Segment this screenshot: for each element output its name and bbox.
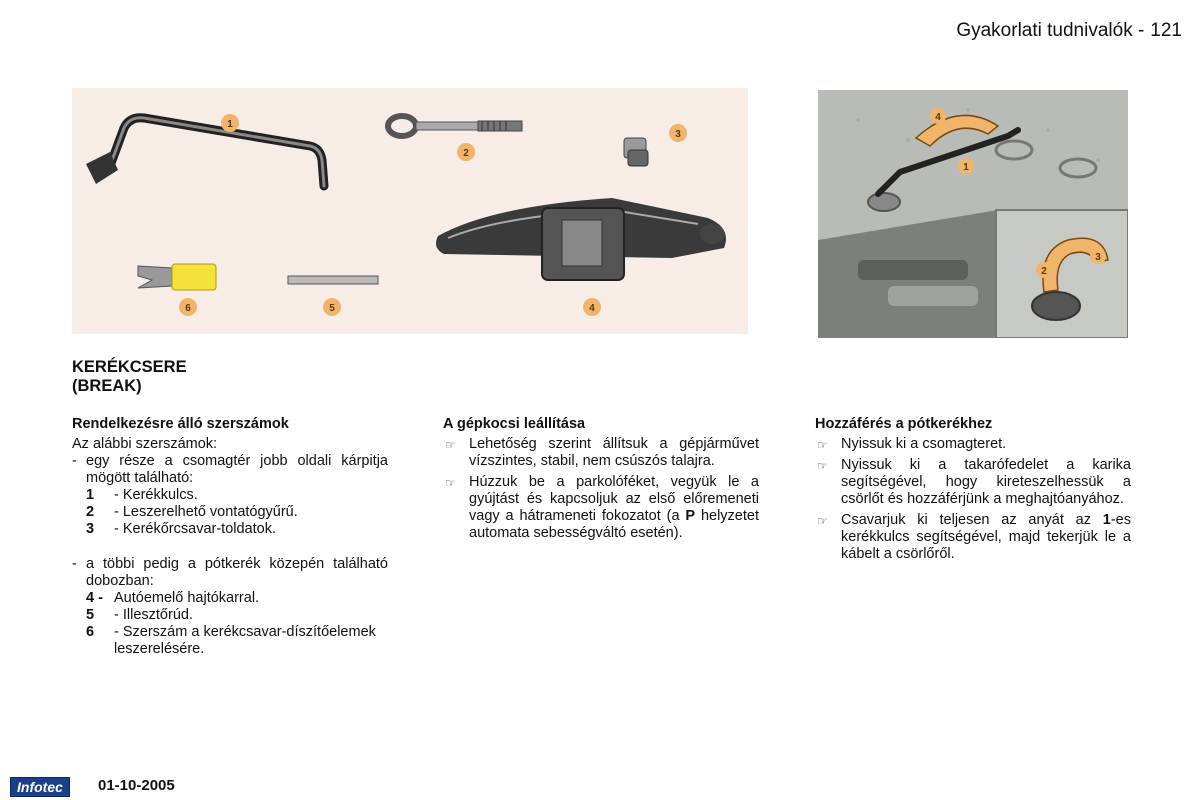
- tools-group-1-list: [72, 487, 388, 538]
- tool-item: 3 - Kerékőrcsavar-toldatok.: [86, 521, 276, 537]
- tools-group-1: [72, 453, 388, 487]
- jack-drawing: [436, 198, 726, 280]
- trunk-callout-4-label: 4: [935, 112, 941, 123]
- pointing-hand-icon: ☞: [445, 476, 456, 490]
- tool-item: 2 - Leszerelhető vontatógyűrű.: [86, 504, 298, 520]
- pointing-hand-icon: ☞: [817, 459, 828, 473]
- callout-2: [457, 143, 475, 161]
- tools-column: [72, 416, 388, 658]
- pointing-hand-icon: ☞: [817, 514, 828, 528]
- parking-bullet-2: ☞ Húzzuk be a parkolóféket, vegyük le a gyújtást és kapcsoljuk az első előremeneti vagy a hátrameneti fokozatot (a P helyzetet automata sebességváltó esetén).: [445, 474, 759, 541]
- trunk-callout-3-label: 3: [1095, 252, 1101, 263]
- callout-1-label: 1: [227, 119, 233, 130]
- trunk-callout-2-label: 2: [1041, 266, 1047, 277]
- bolt-extension-drawing: [624, 138, 648, 166]
- tools-heading: Rendelkezésre álló szerszámok: [72, 416, 289, 432]
- tool-item: 4 - Autóemelő hajtókarral.: [86, 590, 260, 606]
- trunk-callout-3: [1090, 248, 1106, 264]
- spare-bullet-2: ☞ Nyissuk ki a takarófedelet a karika segítségével, hogy kireteszelhessük a csörlőt és hozzáférjünk a meghajtóanyához.: [817, 457, 1131, 507]
- tools-drawing: [72, 88, 748, 334]
- callout-6-label: 6: [185, 303, 191, 314]
- dash-marker: -: [72, 453, 77, 469]
- trunk-callout-1-label: 1: [963, 162, 969, 173]
- spare-access-column: [815, 416, 1131, 567]
- callout-5-label: 5: [329, 303, 335, 314]
- trunk-drawing: [818, 90, 1128, 338]
- alignment-rod-drawing: [288, 276, 378, 284]
- callout-5: [323, 298, 341, 316]
- callout-6: [179, 298, 197, 316]
- spare-bullet-1: ☞ Nyissuk ki a csomagteret.: [817, 436, 1007, 452]
- infotec-logo: Infotec: [10, 777, 70, 797]
- page-number: 121: [1150, 20, 1182, 41]
- tools-intro: Az alábbi szerszámok:: [72, 436, 218, 452]
- callout-3-label: 3: [675, 129, 681, 140]
- spare-access-heading: Hozzáférés a pótkerékhez: [815, 416, 993, 432]
- page-header: [956, 20, 1182, 42]
- parking-heading: A gépkocsi leállítása: [443, 416, 586, 432]
- trunk-illustration: [818, 90, 1128, 338]
- section-title-line1: KERÉKCSERE: [72, 358, 187, 376]
- pointing-hand-icon: ☞: [445, 438, 456, 452]
- callout-2-label: 2: [463, 148, 469, 159]
- parking-column: [443, 416, 759, 546]
- trunk-callout-4: [930, 108, 946, 124]
- towing-eye-drawing: [388, 116, 522, 136]
- section-title: [72, 358, 187, 396]
- trunk-callout-2: [1036, 262, 1052, 278]
- trunk-callout-1: [958, 158, 974, 174]
- wheel-brace-drawing: [86, 118, 324, 186]
- callout-4: [583, 298, 601, 316]
- dash-marker: -: [72, 556, 77, 572]
- callout-3: [669, 124, 687, 142]
- tool-item: 6 - Szerszám a kerékcsavar-díszítőelemek leszerelésére.: [86, 624, 376, 657]
- tools-illustration: [72, 88, 748, 334]
- section-title-line2: (BREAK): [72, 377, 142, 395]
- tools-group-2: [72, 556, 388, 590]
- parking-bullet-1: ☞ Lehetőség szerint állítsuk a gépjárművet vízszintes, stabil, nem csúszós talajra.: [445, 436, 759, 469]
- trim-tool-drawing: [138, 264, 216, 290]
- tools-group-2-list: [72, 590, 388, 658]
- tool-item: 5 - Illesztőrúd.: [86, 607, 193, 623]
- pointing-hand-icon: ☞: [817, 438, 828, 452]
- footer-date: 01-10-2005: [98, 777, 175, 794]
- spare-bullet-3: ☞ Csavarjuk ki teljesen az anyát az 1-es kerékkulcs segítségével, majd tekerjük le a kábelt a csörlőről.: [817, 512, 1131, 562]
- tools-group-2-text: a többi pedig a pótkerék közepén található dobozban:: [86, 556, 388, 589]
- callout-1: [221, 114, 239, 132]
- header-title: Gyakorlati tudnivalók -: [956, 20, 1145, 41]
- tool-item: 1 - Kerékkulcs.: [86, 487, 198, 503]
- callout-4-label: 4: [589, 303, 595, 314]
- tools-group-1-text: egy része a csomagtér jobb oldali kárpitja mögött található:: [86, 453, 388, 486]
